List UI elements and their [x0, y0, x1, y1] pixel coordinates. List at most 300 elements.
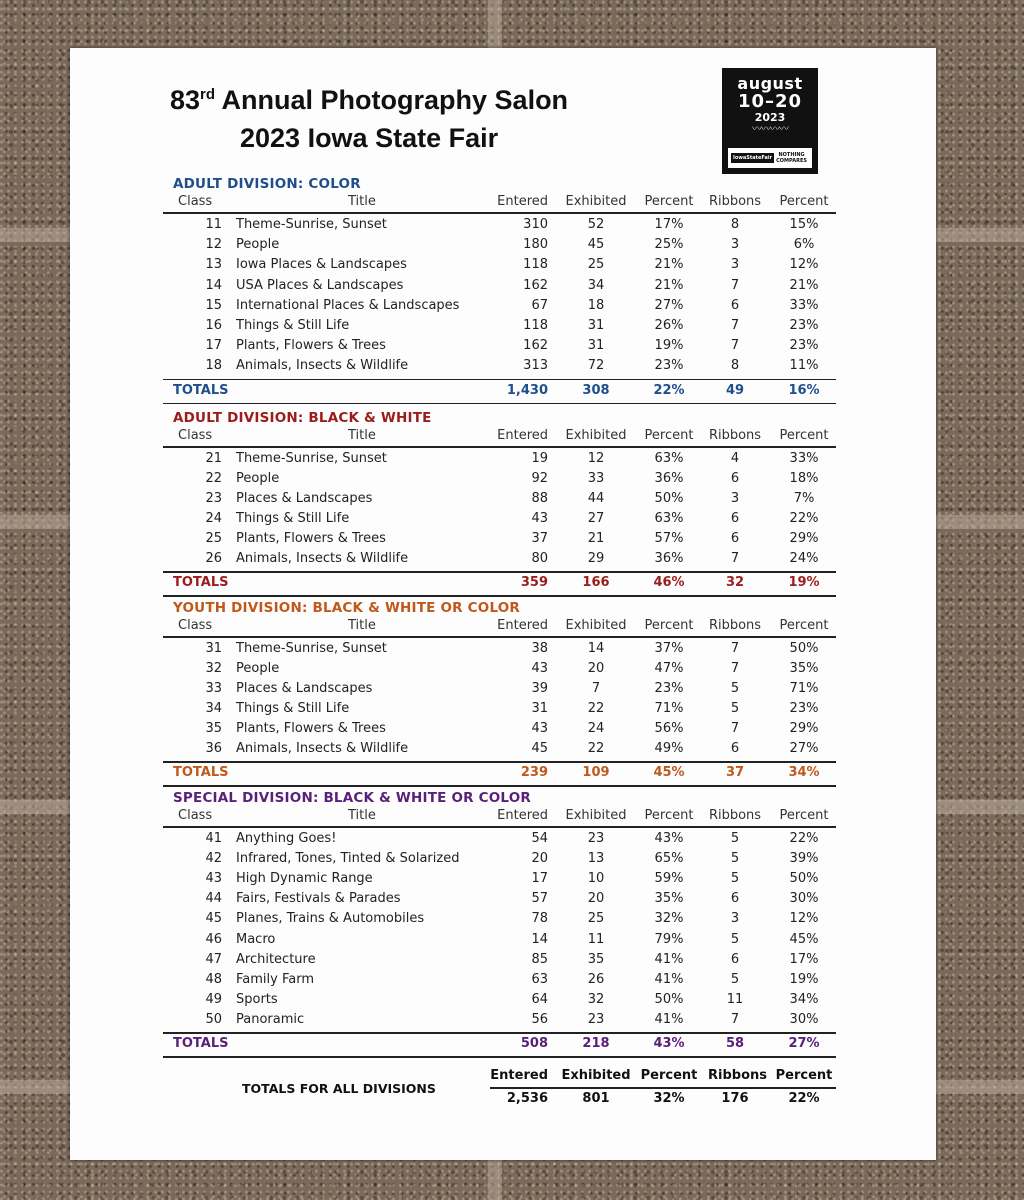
- class-number: 18: [205, 358, 222, 374]
- column-header-percent2: Percent: [779, 808, 829, 823]
- column-header-entered: Entered: [497, 194, 548, 209]
- total-entered: 359: [520, 575, 548, 590]
- cell-ribbons: 5: [730, 931, 740, 947]
- cell-percent: 56%: [654, 721, 684, 736]
- class-title: People: [236, 237, 280, 253]
- total-percent: 45%: [653, 765, 685, 780]
- cell-percent2: 12%: [789, 257, 819, 273]
- table-row: [70, 511, 936, 531]
- cell-entered: 63: [531, 971, 548, 987]
- table-row: [70, 831, 936, 851]
- table-row: [70, 551, 936, 571]
- cell-entered: 80: [531, 551, 548, 566]
- grand-entered: 2,536: [506, 1091, 548, 1106]
- cell-entered: 17: [531, 871, 548, 887]
- cell-percent2: 23%: [789, 318, 819, 333]
- cell-entered: 39: [531, 681, 548, 696]
- cell-exhibited: 32: [587, 991, 605, 1007]
- grand-ribbons: 176: [721, 1091, 749, 1106]
- cell-percent2: 21%: [789, 277, 819, 293]
- cell-percent: 47%: [654, 661, 684, 676]
- cell-exhibited: 27: [587, 511, 605, 526]
- class-number: 49: [205, 991, 222, 1007]
- totals-row: [70, 1036, 936, 1056]
- total-exhibited: 166: [582, 575, 610, 590]
- totals-row: [70, 575, 936, 595]
- totals-row: [70, 383, 936, 403]
- total-percent2: 34%: [788, 765, 820, 780]
- fair-logo: [722, 68, 818, 174]
- table-row: [70, 338, 936, 358]
- cell-ribbons: 6: [730, 297, 740, 313]
- cell-exhibited: 25: [587, 257, 605, 273]
- class-number: 44: [205, 891, 222, 907]
- cell-exhibited: 14: [587, 641, 605, 656]
- cell-percent2: 50%: [789, 641, 819, 656]
- total-exhibited: 109: [582, 765, 610, 780]
- table-row: [70, 358, 936, 378]
- totals-label: TOTALS: [173, 765, 229, 780]
- cell-exhibited: 24: [587, 721, 605, 736]
- cell-exhibited: 52: [587, 217, 605, 232]
- class-title: Macro: [236, 931, 276, 947]
- cell-percent: 50%: [654, 991, 684, 1007]
- class-title: Theme-Sunrise, Sunset: [236, 451, 387, 466]
- title-ordinal: rd: [200, 86, 216, 103]
- class-title: Infrared, Tones, Tinted & Solarized: [236, 851, 460, 867]
- cell-percent2: 29%: [789, 531, 819, 546]
- cell-ribbons: 5: [730, 871, 740, 887]
- column-header-row: [70, 618, 936, 638]
- class-number: 11: [205, 217, 222, 232]
- totals-label: TOTALS: [173, 382, 229, 398]
- column-header-percent2: Percent: [779, 618, 829, 633]
- class-number: 21: [205, 451, 222, 466]
- cell-ribbons: 7: [730, 318, 740, 333]
- class-title: USA Places & Landscapes: [236, 277, 404, 293]
- cell-percent2: 45%: [789, 931, 819, 947]
- column-header-class: Class: [178, 194, 213, 209]
- cell-ribbons: 6: [730, 951, 740, 967]
- cell-ribbons: 6: [730, 511, 740, 526]
- cell-percent2: 22%: [789, 831, 819, 846]
- cell-percent: 41%: [654, 971, 684, 987]
- cell-entered: 31: [531, 701, 548, 716]
- cell-entered: 19: [531, 451, 548, 466]
- logo-dates: 10–20: [737, 91, 803, 112]
- class-title: People: [236, 471, 280, 486]
- class-number: 13: [205, 257, 222, 273]
- column-header-exhibited: Exhibited: [565, 618, 627, 633]
- class-title: Plants, Flowers & Trees: [236, 338, 386, 354]
- table-row: [70, 932, 936, 952]
- cell-ribbons: 6: [730, 531, 740, 546]
- division-title: ADULT DIVISION: COLOR: [173, 176, 361, 192]
- class-title: Iowa Places & Landscapes: [236, 257, 407, 273]
- cell-exhibited: 23: [587, 1011, 605, 1027]
- cell-percent: 41%: [654, 1011, 684, 1027]
- results-poster: [70, 48, 936, 1160]
- column-header-class: Class: [178, 428, 213, 443]
- section-rule: [163, 403, 836, 405]
- cell-percent: 63%: [654, 511, 684, 526]
- totals-rule: [163, 571, 836, 573]
- column-header-entered: Entered: [497, 808, 548, 823]
- class-title: Plants, Flowers & Trees: [236, 721, 386, 736]
- cell-entered: 162: [523, 338, 548, 354]
- cell-ribbons: 7: [730, 721, 740, 736]
- table-row: [70, 257, 936, 277]
- cell-entered: 43: [531, 511, 548, 526]
- cell-ribbons: 7: [730, 338, 740, 354]
- header-rule: [163, 826, 836, 828]
- class-title: Things & Still Life: [236, 701, 350, 716]
- cell-exhibited: 20: [587, 661, 605, 676]
- cell-exhibited: 35: [587, 951, 605, 967]
- cell-exhibited: 20: [587, 891, 605, 907]
- class-number: 31: [205, 641, 222, 656]
- cell-ribbons: 3: [730, 911, 740, 927]
- class-number: 17: [205, 338, 222, 354]
- column-header-percent: Percent: [644, 194, 694, 209]
- cell-entered: 43: [531, 661, 548, 676]
- class-number: 15: [205, 297, 222, 313]
- cell-percent2: 27%: [789, 741, 819, 756]
- total-ribbons: 37: [725, 765, 745, 780]
- cell-exhibited: 10: [587, 871, 605, 887]
- cell-exhibited: 22: [587, 701, 605, 716]
- class-title: International Places & Landscapes: [236, 297, 460, 313]
- division-title: ADULT DIVISION: BLACK & WHITE: [173, 410, 432, 426]
- cell-exhibited: 34: [587, 277, 605, 293]
- class-title: Anything Goes!: [236, 831, 337, 846]
- cell-percent2: 23%: [789, 701, 819, 716]
- class-number: 14: [205, 277, 222, 293]
- column-header-title: Title: [348, 618, 376, 633]
- cell-percent2: 18%: [789, 471, 819, 486]
- cell-percent2: 24%: [789, 551, 819, 566]
- cell-entered: 92: [531, 471, 548, 486]
- totals-rule: [163, 1032, 836, 1034]
- cell-percent2: 15%: [789, 217, 819, 232]
- cell-ribbons: 7: [730, 641, 740, 656]
- division-title: SPECIAL DIVISION: BLACK & WHITE OR COLOR: [173, 790, 532, 806]
- logo-year: 2023: [754, 111, 786, 124]
- cell-percent: 32%: [654, 911, 684, 927]
- cell-ribbons: 7: [730, 1011, 740, 1027]
- column-header-ribbons: Ribbons: [708, 618, 762, 633]
- cell-entered: 14: [531, 931, 548, 947]
- cell-entered: 20: [531, 851, 548, 867]
- grand-header-percent: Percent: [640, 1068, 698, 1083]
- table-row: [70, 531, 936, 551]
- class-number: 32: [205, 661, 222, 676]
- cell-ribbons: 5: [730, 851, 740, 867]
- total-entered: 508: [520, 1036, 548, 1051]
- cell-entered: 57: [531, 891, 548, 907]
- cell-percent: 41%: [654, 951, 684, 967]
- cell-percent: 21%: [654, 277, 684, 293]
- column-header-title: Title: [348, 428, 376, 443]
- class-title: Things & Still Life: [236, 511, 350, 526]
- class-number: 25: [205, 531, 222, 546]
- cell-ribbons: 3: [730, 257, 740, 273]
- class-title: Things & Still Life: [236, 318, 350, 333]
- class-title: Planes, Trains & Automobiles: [236, 911, 425, 927]
- table-row: [70, 471, 936, 491]
- class-number: 34: [205, 701, 222, 716]
- header-rule: [163, 212, 836, 214]
- total-exhibited: 308: [582, 382, 610, 398]
- column-header-percent2: Percent: [779, 194, 829, 209]
- cell-exhibited: 13: [587, 851, 605, 867]
- column-header-row: [70, 194, 936, 214]
- class-number: 48: [205, 971, 222, 987]
- cell-percent: 36%: [654, 471, 684, 486]
- cell-percent: 36%: [654, 551, 684, 566]
- logo-brand-bar: [728, 148, 812, 168]
- wave-icon: 〰〰〰〰: [752, 124, 788, 135]
- column-header-entered: Entered: [497, 618, 548, 633]
- table-row: [70, 298, 936, 318]
- cell-percent: 59%: [654, 871, 684, 887]
- header-rule: [163, 636, 836, 638]
- mortar-joint: [488, 0, 502, 48]
- cell-exhibited: 23: [587, 831, 605, 846]
- title-line-2: 2023 Iowa State Fair: [240, 123, 499, 153]
- class-title: Architecture: [236, 951, 316, 967]
- cell-entered: 118: [523, 257, 548, 273]
- cell-entered: 85: [531, 951, 548, 967]
- class-title: Animals, Insects & Wildlife: [236, 358, 409, 374]
- class-number: 36: [205, 741, 222, 756]
- section-rule: [163, 1056, 836, 1058]
- column-header-ribbons: Ribbons: [708, 428, 762, 443]
- class-title: Fairs, Festivals & Parades: [236, 891, 401, 907]
- class-number: 47: [205, 951, 222, 967]
- cell-exhibited: 72: [587, 358, 605, 374]
- table-row: [70, 681, 936, 701]
- grand-percent2: 22%: [788, 1091, 820, 1106]
- cell-percent: 27%: [654, 297, 684, 313]
- class-title: Panoramic: [236, 1011, 305, 1027]
- cell-percent2: 23%: [789, 338, 819, 354]
- class-title: Family Farm: [236, 971, 314, 987]
- division-title: YOUTH DIVISION: BLACK & WHITE OR COLOR: [173, 600, 521, 616]
- cell-exhibited: 21: [587, 531, 605, 546]
- grand-header-ribbons: Ribbons: [708, 1068, 768, 1083]
- grand-header-exhibited: Exhibited: [561, 1068, 631, 1083]
- cell-percent2: 17%: [789, 951, 819, 967]
- table-row: [70, 851, 936, 871]
- cell-exhibited: 25: [587, 911, 605, 927]
- cell-percent: 65%: [654, 851, 684, 867]
- total-percent: 22%: [653, 382, 685, 398]
- column-header-class: Class: [178, 808, 213, 823]
- total-percent: 43%: [653, 1036, 685, 1051]
- table-row: [70, 451, 936, 471]
- class-number: 46: [205, 931, 222, 947]
- class-title: Plants, Flowers & Trees: [236, 531, 386, 546]
- column-header-exhibited: Exhibited: [565, 194, 627, 209]
- cell-ribbons: 5: [730, 701, 740, 716]
- cell-entered: 180: [523, 237, 548, 253]
- cell-entered: 43: [531, 721, 548, 736]
- column-header-percent: Percent: [644, 808, 694, 823]
- total-ribbons: 49: [725, 382, 745, 398]
- cell-percent2: 12%: [789, 911, 819, 927]
- cell-percent2: 19%: [789, 971, 819, 987]
- total-ribbons: 58: [725, 1036, 745, 1051]
- mortar-joint: [488, 1160, 502, 1200]
- table-row: [70, 891, 936, 911]
- cell-percent2: 6%: [793, 237, 815, 253]
- table-row: [70, 992, 936, 1012]
- table-row: [70, 721, 936, 741]
- class-number: 12: [205, 237, 222, 253]
- cell-percent: 25%: [654, 237, 684, 253]
- grand-header-row: [70, 1068, 936, 1088]
- logo-month: august: [737, 74, 803, 93]
- class-number: 43: [205, 871, 222, 887]
- grand-values-row: [70, 1091, 936, 1111]
- table-row: [70, 701, 936, 721]
- class-number: 22: [205, 471, 222, 486]
- cell-ribbons: 11: [726, 991, 744, 1007]
- cell-entered: 64: [531, 991, 548, 1007]
- total-entered: 239: [520, 765, 548, 780]
- class-number: 41: [205, 831, 222, 846]
- table-row: [70, 871, 936, 891]
- totals-label: TOTALS: [173, 575, 229, 590]
- cell-entered: 45: [531, 741, 548, 756]
- cell-ribbons: 8: [730, 358, 740, 374]
- cell-percent2: 39%: [789, 851, 819, 867]
- cell-percent2: 29%: [789, 721, 819, 736]
- table-row: [70, 278, 936, 298]
- title-number: 83: [170, 85, 201, 115]
- table-row: [70, 491, 936, 511]
- cell-percent2: 22%: [789, 511, 819, 526]
- cell-ribbons: 3: [730, 491, 740, 506]
- grand-percent: 32%: [653, 1091, 685, 1106]
- table-row: [70, 952, 936, 972]
- cell-ribbons: 5: [730, 681, 740, 696]
- column-header-ribbons: Ribbons: [708, 808, 762, 823]
- cell-ribbons: 6: [730, 741, 740, 756]
- cell-entered: 310: [523, 217, 548, 232]
- class-title: Animals, Insects & Wildlife: [236, 551, 409, 566]
- title-line-1: Annual Photography Salon: [215, 85, 569, 115]
- cell-exhibited: 33: [587, 471, 605, 486]
- cell-percent: 19%: [654, 338, 684, 354]
- cell-percent: 71%: [654, 701, 684, 716]
- table-row: [70, 237, 936, 257]
- cell-percent2: 33%: [789, 297, 819, 313]
- cell-exhibited: 11: [587, 931, 605, 947]
- column-header-row: [70, 808, 936, 828]
- class-number: 23: [205, 491, 222, 506]
- logo-brand: IowaStateFair: [733, 155, 773, 161]
- cell-percent2: 33%: [789, 451, 819, 466]
- cell-ribbons: 7: [730, 277, 740, 293]
- totals-row: [70, 765, 936, 785]
- cell-percent: 17%: [654, 217, 684, 232]
- cell-percent2: 34%: [789, 991, 819, 1007]
- cell-ribbons: 8: [730, 217, 740, 232]
- class-title: People: [236, 661, 280, 676]
- table-row: [70, 1012, 936, 1032]
- cell-entered: 56: [531, 1011, 548, 1027]
- cell-entered: 67: [531, 297, 548, 313]
- class-title: Theme-Sunrise, Sunset: [236, 217, 387, 232]
- cell-percent: 49%: [654, 741, 684, 756]
- column-header-percent: Percent: [644, 618, 694, 633]
- totals-rule: [163, 379, 836, 381]
- section-rule: [163, 595, 836, 597]
- class-title: Theme-Sunrise, Sunset: [236, 641, 387, 656]
- total-percent: 46%: [653, 575, 685, 590]
- total-ribbons: 32: [725, 575, 745, 590]
- column-header-entered: Entered: [497, 428, 548, 443]
- grand-header-entered: Entered: [490, 1068, 548, 1083]
- total-percent2: 19%: [788, 575, 820, 590]
- cell-percent2: 30%: [789, 891, 819, 907]
- class-title: High Dynamic Range: [236, 871, 373, 887]
- cell-entered: 313: [523, 358, 548, 374]
- class-number: 26: [205, 551, 222, 566]
- cell-percent: 35%: [654, 891, 684, 907]
- cell-exhibited: 12: [587, 451, 605, 466]
- grand-header-percent2: Percent: [775, 1068, 833, 1083]
- cell-percent2: 30%: [789, 1011, 819, 1027]
- cell-percent: 43%: [654, 831, 684, 846]
- class-title: Places & Landscapes: [236, 491, 373, 506]
- column-header-ribbons: Ribbons: [708, 194, 762, 209]
- cell-percent: 63%: [654, 451, 684, 466]
- table-row: [70, 641, 936, 661]
- column-header-percent2: Percent: [779, 428, 829, 443]
- cell-entered: 37: [531, 531, 548, 546]
- class-number: 50: [205, 1011, 222, 1027]
- class-number: 33: [205, 681, 222, 696]
- cell-percent2: 50%: [789, 871, 819, 887]
- table-row: [70, 741, 936, 761]
- cell-exhibited: 31: [587, 338, 605, 354]
- cell-ribbons: 7: [730, 551, 740, 566]
- class-number: 16: [205, 318, 222, 333]
- cell-exhibited: 18: [587, 297, 605, 313]
- cell-exhibited: 7: [591, 681, 601, 696]
- cell-ribbons: 6: [730, 891, 740, 907]
- poster-title: [170, 76, 568, 157]
- cell-percent2: 71%: [789, 681, 819, 696]
- column-header-exhibited: Exhibited: [565, 428, 627, 443]
- column-header-title: Title: [348, 808, 376, 823]
- column-header-row: [70, 428, 936, 448]
- cell-exhibited: 45: [587, 237, 605, 253]
- table-row: [70, 217, 936, 237]
- cell-percent2: 7%: [793, 491, 815, 506]
- cell-exhibited: 44: [587, 491, 605, 506]
- cell-percent2: 11%: [789, 358, 819, 374]
- column-header-class: Class: [178, 618, 213, 633]
- column-header-exhibited: Exhibited: [565, 808, 627, 823]
- cell-entered: 78: [531, 911, 548, 927]
- column-header-percent: Percent: [644, 428, 694, 443]
- cell-ribbons: 5: [730, 971, 740, 987]
- cell-entered: 118: [523, 318, 548, 333]
